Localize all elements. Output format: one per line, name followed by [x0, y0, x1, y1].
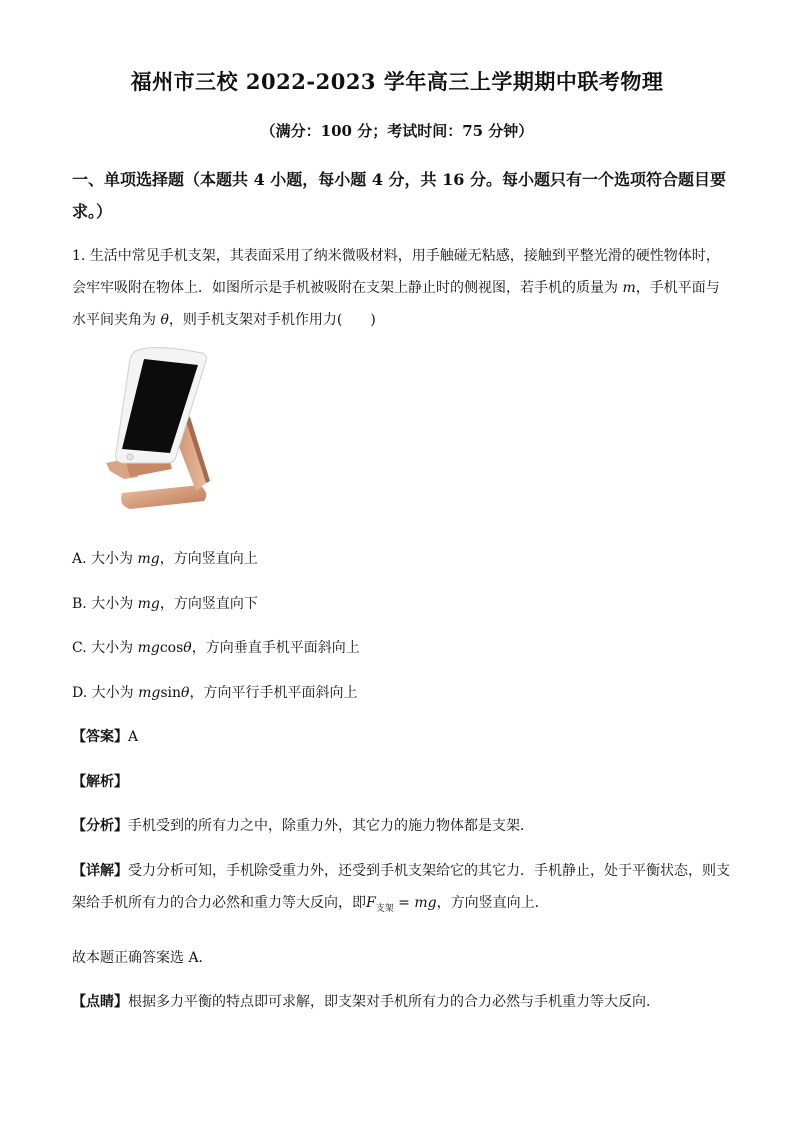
fenxi-line: 【分析】手机受到的所有力之中，除重力外，其它力的施力物体都是支架．: [72, 818, 534, 834]
var-theta: θ: [160, 312, 169, 328]
detail-tag: 【详解】: [72, 863, 128, 879]
option-d[interactable]: D. 大小为 mgsinθ，方向平行手机平面斜向上: [72, 685, 358, 701]
page-title: 福州市三校 2022-2023 学年高三上学期期中联考物理: [130, 69, 664, 94]
detail-explanation: 【详解】受力分析可知，手机除受重力外，还受到手机支架给它的其它力．手机静止，处于平衡状态，则支架给手机所有力的合力必然和重力等大反向，即$F_{支架}$ = mg，方向竖直向上．: [72, 863, 730, 914]
question-1-text: 1. 生活中常见手机支架，其表面采用了纳米微吸材料，用手触碰无粘感，接触到平整光滑的硬性物体时，会牢牢吸附在物体上．如图所示是手机被吸附在支架上静止时的侧视图，若手机的质量为 m，手机平面与水平间夹角为 θ，则手机支架对手机作用力( ): [72, 248, 720, 328]
option-c[interactable]: C. 大小为 mgcosθ，方向垂直手机平面斜向上: [72, 640, 360, 656]
analysis-tag: 【解析】: [72, 774, 128, 790]
analysis-line: [72, 766, 732, 798]
var-m: m: [622, 280, 636, 296]
answer-value: A: [128, 729, 139, 745]
section-header: 一、单项选择题（本题共 4 小题，每小题 4 分，共 16 分。每小题只有一个选项符合题目要求。）: [72, 170, 726, 221]
dianjing-line: 【点睛】根据多力平衡的特点即可求解，即支架对手机所有力的合力必然与手机重力等大反向．: [72, 994, 660, 1010]
fenxi-tag: 【分析】: [72, 818, 128, 834]
question-number: 1.: [72, 248, 86, 264]
exam-info: （满分：100 分；考试时间：75 分钟）: [260, 122, 534, 140]
option-b[interactable]: B. 大小为 mg，方向竖直向下: [72, 596, 258, 612]
conclusion-line: 故本题正确答案选 A．: [72, 950, 213, 966]
answer-tag: 【答案】: [72, 729, 128, 745]
answer-line: [72, 721, 732, 753]
phone-stand-figure: [100, 345, 218, 515]
option-a[interactable]: A. 大小为 mg，方向竖直向上: [72, 551, 258, 567]
dianjing-tag: 【点睛】: [72, 994, 128, 1010]
force-symbol: F: [366, 895, 376, 911]
